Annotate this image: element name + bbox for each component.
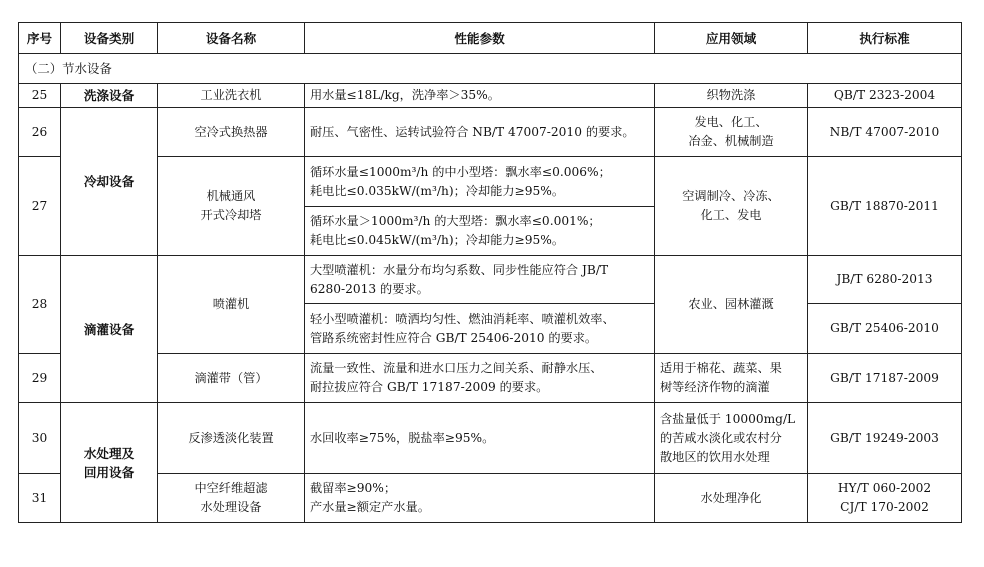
equipment-name	[158, 157, 305, 256]
table-row	[19, 403, 962, 474]
category-drip: 滴灌设备	[61, 256, 158, 403]
row-number: 30	[19, 403, 61, 474]
field-line: 空调制冷、冷冻、	[682, 189, 780, 203]
params-line: 耗电比≤0.035kW/(m³/h)；冷却能力≥95%。	[310, 183, 565, 198]
row-number: 29	[19, 354, 61, 403]
category-line: 回用设备	[83, 464, 135, 480]
standard: GB/T 25406-2010	[808, 304, 962, 354]
header-category: 设备类别	[61, 23, 158, 54]
field-line: 树等经济作物的滴灌	[660, 380, 770, 394]
equipment-name	[158, 474, 305, 523]
standard: NB/T 47007-2010	[808, 108, 962, 157]
category-water-treatment	[61, 403, 158, 523]
params-line: 耐拉拔应符合 GB/T 17187-2009 的要求。	[310, 380, 549, 394]
application-field	[655, 108, 808, 157]
name-line: 水处理设备	[200, 500, 262, 514]
header-no: 序号	[19, 23, 61, 54]
table-row	[19, 354, 962, 403]
params-line: 截留率≥90%；	[310, 481, 397, 495]
params-line: 循环水量≤1000m³/h 的中小型塔：飘水率≤0.006%；	[310, 164, 611, 179]
performance-params	[305, 354, 655, 403]
performance-params	[305, 304, 655, 354]
table-row	[19, 256, 962, 304]
params-line: 管路系统密封性应符合 GB/T 25406-2010 的要求。	[310, 330, 598, 345]
table-row	[19, 474, 962, 523]
performance-params	[305, 256, 655, 304]
standard-line: CJ/T 170-2002	[840, 500, 929, 514]
row-number: 25	[19, 84, 61, 108]
name-line: 中空纤维超滤	[194, 481, 268, 495]
equipment-name: 空冷式换热器	[158, 108, 305, 157]
application-field	[655, 403, 808, 474]
equipment-standards-table	[18, 22, 962, 523]
field-line: 化工、发电	[700, 208, 762, 222]
application-field: 织物洗涤	[655, 84, 808, 108]
header-params: 性能参数	[305, 23, 655, 54]
params-line: 6280-2013 的要求。	[310, 281, 429, 296]
header-name: 设备名称	[158, 23, 305, 54]
application-field: 农业、园林灌溉	[655, 256, 808, 354]
application-field	[655, 354, 808, 403]
name-line: 开式冷却塔	[200, 208, 262, 222]
equipment-name: 喷灌机	[158, 256, 305, 354]
header-standard: 执行标准	[808, 23, 962, 54]
section-title: （二）节水设备	[19, 54, 962, 84]
row-number: 26	[19, 108, 61, 157]
table-header-row	[19, 23, 962, 54]
table-row	[19, 108, 962, 157]
performance-params: 用水量≤18L/kg，洗净率＞35%。	[305, 84, 655, 108]
table-row	[19, 157, 962, 207]
field-line: 的苦咸水淡化或农村分	[660, 430, 782, 445]
category-line: 水处理及	[83, 445, 135, 461]
standard: GB/T 18870-2011	[808, 157, 962, 256]
table-row	[19, 84, 962, 108]
params-line: 循环水量＞1000m³/h 的大型塔：飘水率≤0.001%；	[310, 214, 601, 228]
field-line: 含盐量低于 10000mg/L	[660, 411, 796, 426]
category-washing: 洗涤设备	[61, 84, 158, 108]
field-line: 散地区的饮用水处理	[660, 449, 770, 464]
equipment-name: 工业洗衣机	[158, 84, 305, 108]
standard	[808, 474, 962, 523]
row-number: 31	[19, 474, 61, 523]
params-line: 产水量≥额定产水量。	[310, 500, 430, 514]
standard-line: HY/T 060-2002	[837, 481, 932, 495]
standard: GB/T 17187-2009	[808, 354, 962, 403]
params-line: 流量一致性、流量和进水口压力之间关系、耐静水压、	[310, 361, 603, 375]
application-field: 水处理净化	[655, 474, 808, 523]
section-row	[19, 54, 962, 84]
performance-params	[305, 157, 655, 207]
row-number: 28	[19, 256, 61, 354]
header-field: 应用领域	[655, 23, 808, 54]
standard: QB/T 2323-2004	[808, 84, 962, 108]
equipment-name: 反渗透淡化装置	[158, 403, 305, 474]
performance-params: 水回收率≥75%，脱盐率≥95%。	[305, 403, 655, 474]
performance-params: 耐压、气密性、运转试验符合 NB/T 47007-2010 的要求。	[305, 108, 655, 157]
params-line: 大型喷灌机：水量分布均匀系数、同步性能应符合 JB/T	[310, 262, 609, 277]
equipment-name: 滴灌带（管）	[158, 354, 305, 403]
application-field	[655, 157, 808, 256]
field-line: 冶金、机械制造	[688, 134, 774, 148]
performance-params	[305, 207, 655, 256]
name-line: 机械通风	[206, 189, 256, 203]
params-line: 轻小型喷灌机：喷洒均匀性、燃油消耗率、喷灌机效率、	[310, 311, 615, 326]
row-number: 27	[19, 157, 61, 256]
field-line: 适用于棉花、蔬菜、果	[660, 361, 782, 375]
category-cooling: 冷却设备	[61, 108, 158, 256]
params-line: 耗电比≤0.045kW/(m³/h)；冷却能力≥95%。	[310, 233, 565, 247]
field-line: 发电、化工、	[694, 115, 768, 129]
standard: JB/T 6280-2013	[808, 256, 962, 304]
standard: GB/T 19249-2003	[808, 403, 962, 474]
performance-params	[305, 474, 655, 523]
